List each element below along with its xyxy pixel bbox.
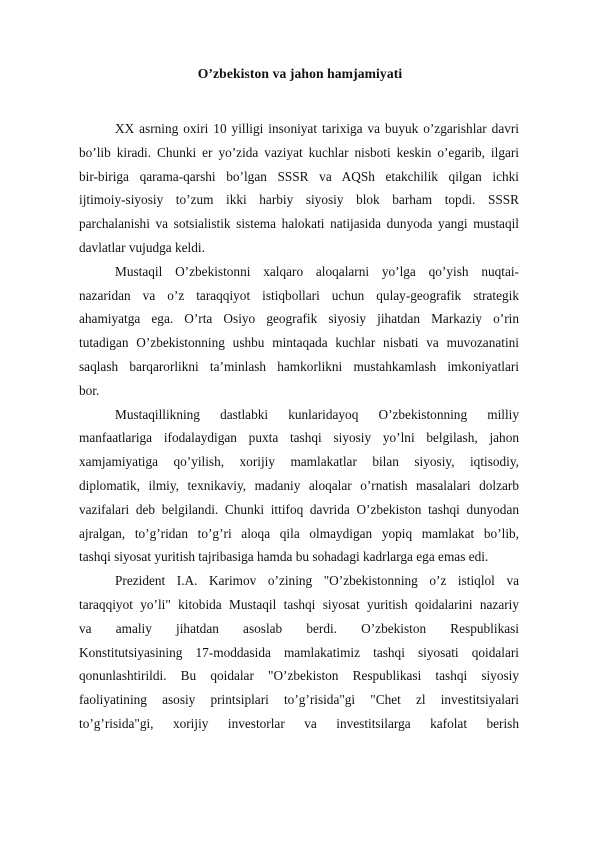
text-line: bir-biriga qarama-qarshi bo’lgan SSSR va AQSh etakchilik qilgan ichki — [79, 168, 519, 184]
text-line: Mustaqillikning dastlabki kunlaridayoq O’zbekistonning milliy — [115, 406, 519, 422]
text-line: manfaatlariga ifodalaydigan puxta tashqi siyosiy yo’lni belgilash, jahon — [79, 430, 519, 446]
text-line: XX asrning oxiri 10 yilligi insoniyat tarixiga va buyuk o’zgarishlar davri — [115, 121, 519, 136]
paragraph — [79, 569, 519, 736]
document-body — [79, 117, 519, 736]
text-line: parchalanishi va sotsialistik sistema halokati natijasida dunyoda yangi mustaqil — [79, 216, 519, 232]
text-line: nazaridan va o’z taraqqiyot istiqbollari uchun qulay-geografik strategik — [79, 287, 519, 303]
text-line: taraqqiyot yo’li" kitobida Mustaqil tashqi siyosat yuritish qoidalarini nazariy — [79, 596, 519, 612]
paragraph — [79, 260, 519, 403]
paragraph — [79, 117, 519, 260]
text-line: vazifalari deb belgilandi. Chunki ittifoq davrida O’zbekiston tashqi dunyodan — [79, 501, 519, 517]
paragraph — [79, 403, 519, 570]
text-line: tutadigan O’zbekistonning ushbu mintaqada kuchlar nisbati va muvozanatini — [79, 335, 519, 351]
text-line: ijtimoiy-siyosiy to’zum ikki harbiy siyosiy blok barham topdi. SSSR — [79, 192, 519, 208]
text-line: tashqi siyosat yuritish tajribasiga hamda bu sohadagi kadrlarga ega emas edi. — [79, 549, 489, 565]
text-line: saqlash barqarorlikni ta’minlash hamkorlikni mustahkamlash imkoniyatlari — [79, 358, 519, 374]
text-line: to’g’risida"gi, xorijiy investorlar va investitsilarga kafolat berish — [79, 715, 519, 731]
text-line: bo’lib kiradi. Chunki er yo’zida vaziyat kuchlar nisboti keskin o’egarib, ilgari — [79, 144, 519, 160]
text-line: qonunlashtirildi. Bu qoidalar "O’zbekiston Respublikasi tashqi siyosiy — [79, 668, 519, 684]
text-line: Prezident I.A. Karimov o’zining "O’zbekistonning o’z istiqlol va — [115, 573, 519, 589]
document-title: O’zbekiston va jahon hamjamiyati — [197, 66, 403, 81]
text-line: Konstitutsiyasining 17-moddasida mamlakatimiz tashqi siyosati qoidalari — [79, 644, 519, 660]
text-line: davlatlar vujudga keldi. — [79, 239, 205, 255]
text-line: va amaliy jihatdan asoslab berdi. O’zbekiston Respublikasi — [79, 620, 519, 636]
text-line: xamjamiyatiga qo’yilish, xorijiy mamlakatlar bilan siyosiy, iqtisodiy, — [79, 454, 519, 470]
text-line: diplomatik, ilmiy, texnikaviy, madaniy aloqalar o’rnatish masalalari dolzarb — [79, 477, 519, 493]
text-line: bor. — [79, 382, 100, 398]
text-line: ajralgan, to’g’ridan to’g’ri aloqa qila olmaydigan yopiq mamlakat bo’lib, — [79, 525, 519, 541]
text-line: Mustaqil O’zbekistonni xalqaro aloqalarni yo’lga qo’yish nuqtai- — [115, 263, 519, 279]
text-line: ahamiyatga ega. O’rta Osiyo geografik siyosiy jihatdan Markaziy o’rin — [79, 311, 519, 327]
text-line: faoliyatining asosiy printsiplari to’g’risida"gi "Chet zl investitsiyalari — [79, 692, 519, 708]
